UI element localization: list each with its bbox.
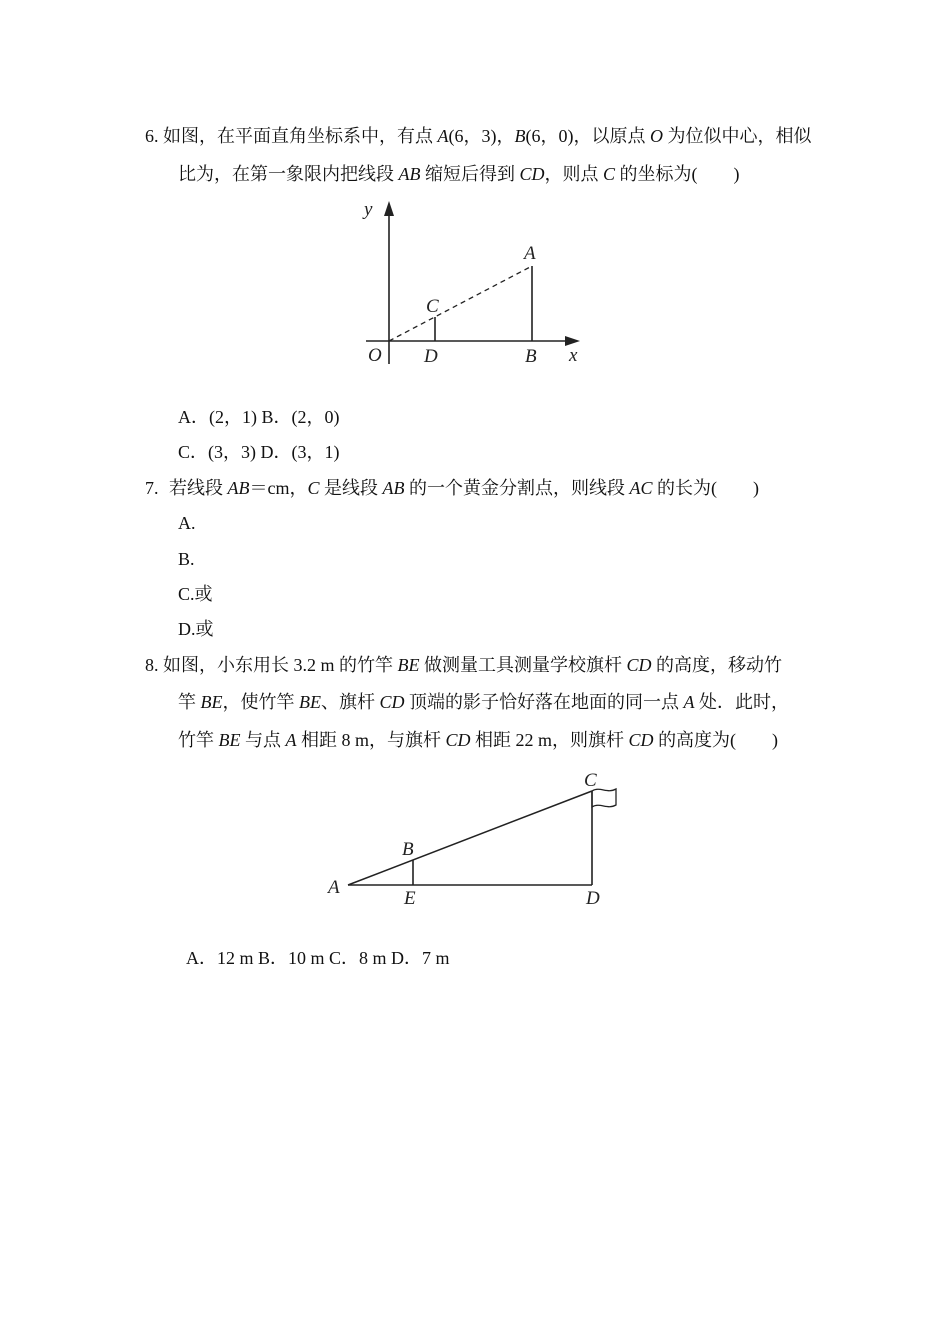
q6-label-a: A [524, 243, 536, 264]
text-run: 相距 8 m，与旗杆 [296, 730, 446, 750]
q8-label-b: B [402, 839, 414, 860]
text-run: A [285, 730, 297, 750]
q6-label-y: y [364, 199, 373, 220]
q8-flag-icon [592, 789, 616, 807]
text-run: C [603, 164, 616, 184]
q8-options: A．12 m B．10 m C．8 m D．7 m [186, 948, 450, 968]
text-run: 缩短后得到 [420, 164, 520, 184]
q6-options-2: C．(3，3) D．(3，1) [178, 442, 340, 462]
text-run: ，则点 [544, 164, 604, 184]
text-run: AB [227, 478, 250, 498]
text-run: 如图，小东用长 3.2 m 的竹竿 [163, 655, 398, 675]
text-run: BE [397, 655, 420, 675]
text-run: 比为，在第一象限内把线段 [178, 164, 399, 184]
text-run: 竿 [178, 692, 201, 712]
text-run: 的一个黄金分割点，则线段 [404, 478, 630, 498]
text-run: BE [200, 692, 223, 712]
text-run: 竹竿 [178, 730, 219, 750]
text-run: 与点 [240, 730, 286, 750]
q8-label-a: A [328, 877, 340, 898]
q8-label-e: E [404, 888, 416, 909]
text-run: 是线段 [319, 478, 383, 498]
text-run: AB [382, 478, 405, 498]
text-run: CD [445, 730, 471, 750]
text-run: ＝cm， [249, 478, 308, 498]
q7-option-d: D.或 [178, 619, 214, 639]
text-run: CD [519, 164, 545, 184]
text-run: B [514, 126, 526, 146]
text-run: CD [379, 692, 405, 712]
q6-label-c: C [426, 296, 439, 317]
text-run: 的高度为( ) [653, 730, 779, 750]
text-run: 的高度，移动竹 [651, 655, 783, 675]
text-run: BE [299, 692, 321, 712]
q8-line-ac [348, 791, 592, 885]
text-run: 做测量工具测量学校旗杆 [419, 655, 627, 675]
text-run: (6，0)，以原点 [525, 126, 650, 146]
q8-label-d: D [586, 888, 600, 909]
text-run: 顶端的影子恰好落在地面的同一点 [404, 692, 684, 712]
text-run: AB [398, 164, 421, 184]
text-run: 的长为( ) [652, 478, 760, 498]
text-run: O [650, 126, 663, 146]
text-run: 、旗杆 [321, 692, 380, 712]
text-run: 的坐标为( ) [615, 164, 740, 184]
q8-label-c: C [584, 770, 597, 791]
q7-option-a: A. [178, 513, 196, 533]
text-run: A [437, 126, 449, 146]
q6-number: 6. [145, 126, 159, 146]
text-run: CD [628, 730, 654, 750]
q8-number: 8. [145, 655, 159, 675]
q7-option-c: C.或 [178, 584, 213, 604]
text-run: (6，3)， [448, 126, 515, 146]
q6-label-x: x [569, 345, 578, 366]
text-run: CD [626, 655, 652, 675]
q7-number: 7. [145, 478, 159, 498]
q6-label-d: D [424, 346, 438, 367]
text-run: 为位似中心，相似 [663, 126, 812, 146]
text-run: BE [218, 730, 241, 750]
text-run: 如图，在平面直角坐标系中，有点 [163, 126, 438, 146]
q6-label-b: B [525, 346, 537, 367]
text-run: 处．此时， [694, 692, 790, 712]
q6-label-o: O [368, 345, 382, 366]
q7-option-b: B. [178, 549, 195, 569]
text-run: 相距 22 m，则旗杆 [470, 730, 629, 750]
text-run: A [683, 692, 695, 712]
q6-options-1: A．(2，1) B．(2，0) [178, 407, 340, 427]
text-run: 若线段 [169, 478, 228, 498]
text-run: AC [629, 478, 653, 498]
text-run: ，使竹竿 [222, 692, 299, 712]
text-run: C [307, 478, 320, 498]
